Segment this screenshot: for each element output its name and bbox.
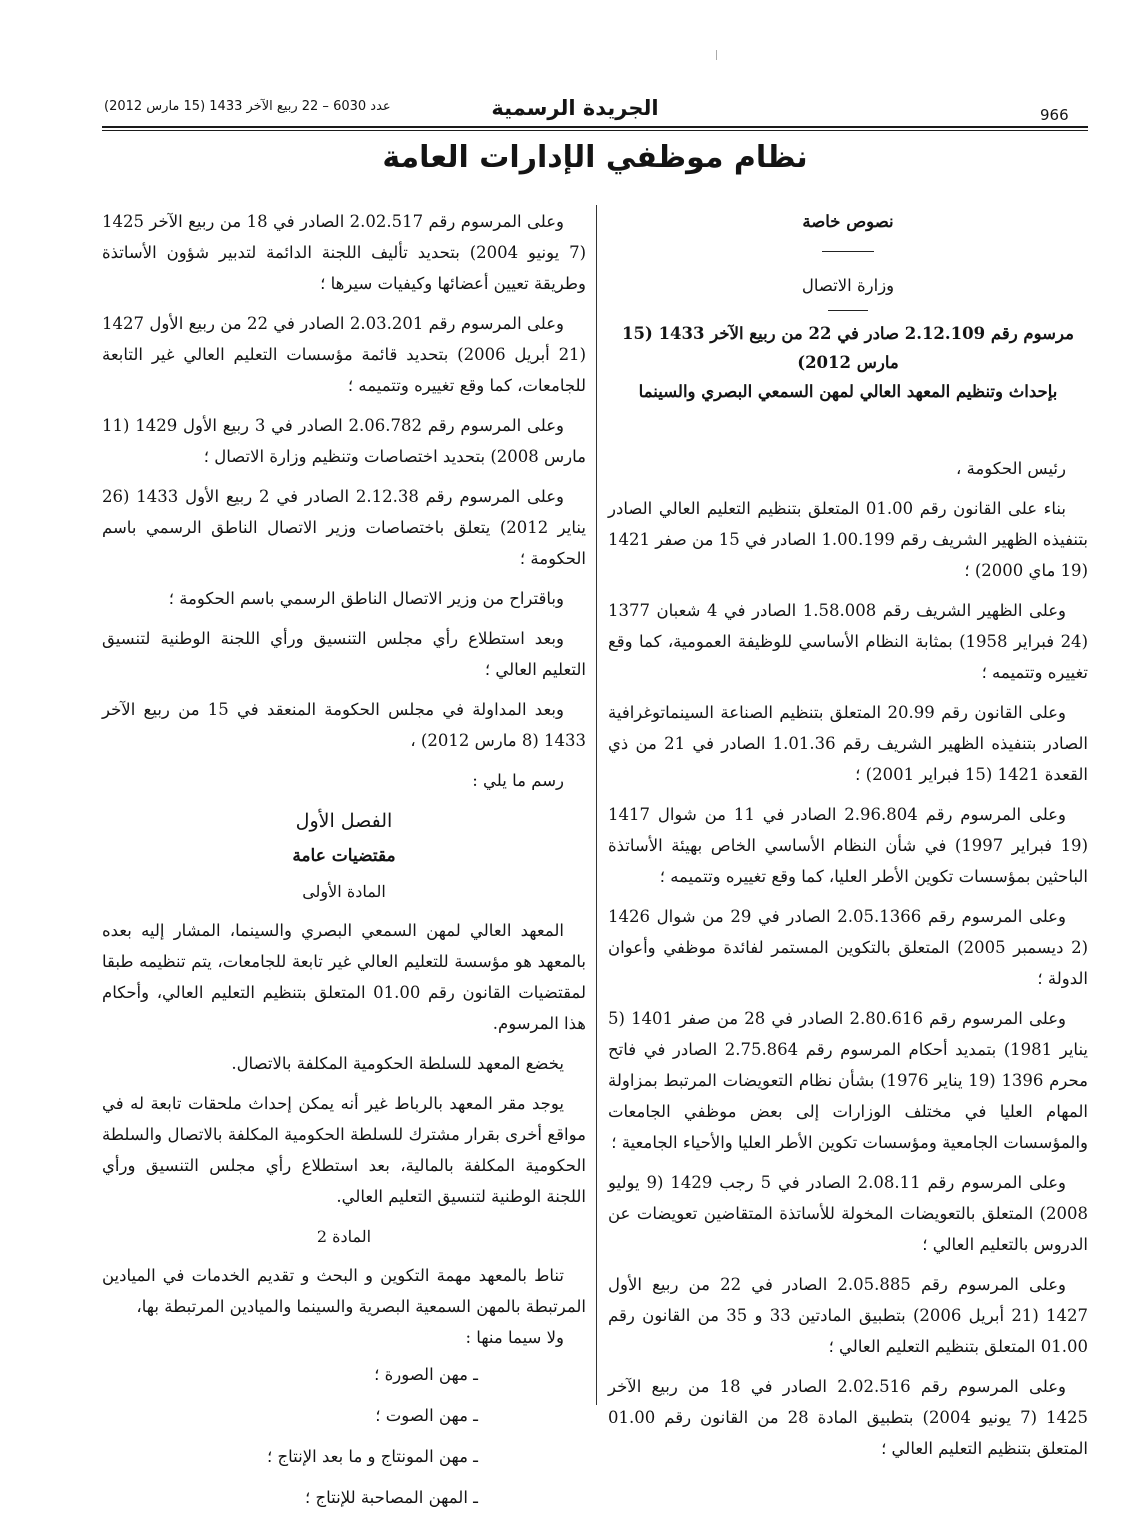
page-number: 966	[1040, 106, 1069, 124]
list-item: ـ مهن الصوت ؛	[375, 1406, 478, 1425]
preamble-paragraph: وعلى المرسوم رقم 2.05.885 الصادر في 22 من ربيع الأول 1427 (21 أبريل 2006) بتطبيق المادتين 33 و 35 من القانون رقم 01.00 المتعلق بتنظيم التعليم العالي ؛	[608, 1275, 1089, 1356]
article-lead: ولا سيما منها :	[465, 1328, 564, 1347]
gazette-title: الجريدة الرسمية	[491, 96, 659, 120]
list-item: ـ مهن الصورة ؛	[374, 1365, 478, 1384]
list-item: ـ المهن المصاحبة للإنتاج ؛	[304, 1488, 478, 1507]
preamble-paragraph: وعلى المرسوم رقم 2.05.1366 الصادر في 29 من شوال 1426 (2 ديسمبر 2005) المتعلق بالتكوين المستمر لفائدة موظفي وأعوان الدولة ؛	[608, 907, 1088, 988]
header-rule-thin	[102, 130, 1088, 131]
preamble-paragraph: وبعد المداولة في مجلس الحكومة المنعقد في 15 من ربيع الآخر 1433 (8 مارس 2012) ،	[102, 700, 586, 750]
article-paragraph: يوجد مقر المعهد بالرباط غير أنه يمكن إحداث ملحقات تابعة له في مواقع أخرى بقرار مشترك للسلطة الحكومية المكلفة بالاتصال والسلطة الحكومية المكلفة بالمالية، بعد استطلاع رأي مجلس التنسيق ورأي اللجنة الوطنية لتنسيق التعليم العالي.	[102, 1094, 586, 1206]
left-column	[102, 206, 586, 1523]
head-of-government: رئيس الحكومة ،	[956, 459, 1066, 478]
preamble-paragraph: وعلى المرسوم رقم 2.03.201 الصادر في 22 من ربيع الأول 1427 (21 أبريل 2006) بتحديد قائمة مؤسسات التعليم العالي غير التابعة للجامعات، كما وقع تغييره وتتميمه ؛	[102, 314, 586, 395]
preamble-paragraph: وبعد استطلاع رأي مجلس التنسيق ورأي اللجنة الوطنية لتنسيق التعليم العالي ؛	[102, 629, 586, 679]
preamble-paragraph: وعلى المرسوم رقم 2.80.616 الصادر في 28 من صفر 1401 (5 يناير 1981) بتمديد أحكام المرسوم رقم 2.75.864 الصادر في فاتح محرم 1396 (19 يناير 1976) بشأن نظام التعويضات المرتبط بمزاولة المهام العليا في مختلف الوزارات إلى بعض موظفي الجامعات والمؤسسات الجامعية ومؤسسات تكوين الأطر العليا والأحياء الجامعية ؛	[608, 1009, 1089, 1152]
preamble-paragraph: وعلى المرسوم رقم 2.02.517 الصادر في 18 من ربيع الآخر 1425 (7 يونيو 2004) بتحديد تأليف اللجنة الدائمة لتدبير شؤون الأساتذة وطريقة تعيين أعضائها وكيفيات سيرها ؛	[102, 212, 587, 293]
special-texts-heading: نصوص خاصة	[802, 212, 894, 231]
preamble-paragraph: وعلى المرسوم رقم 2.06.782 الصادر في 3 ربيع الأول 1429 (11 مارس 2008) بتحديد اختصاصات وتنظيم وزارة الاتصال ؛	[102, 416, 586, 466]
decree-subject: بإحداث وتنظيم المعهد العالي لمهن السمعي البصري والسينما	[638, 382, 1058, 401]
preamble-paragraph: بناء على القانون رقم 01.00 المتعلق بتنظيم التعليم العالي الصادر بتنفيذه الظهير الشريف رقم 1.00.199 الصادر في 15 من صفر 1421 (19 ماي 2000) ؛	[608, 499, 1088, 580]
article-heading: المادة الأولى	[302, 882, 386, 901]
divider-rule	[822, 251, 874, 252]
preamble-paragraph: وعلى المرسوم رقم 2.96.804 الصادر في 11 من شوال 1417 (19 فبراير 1997) في شأن النظام الأساسي الخاص بهيئة الأساتذة الباحثين بمؤسسات تكوين الأطر العليا، كما وقع تغييره وتتميمه ؛	[608, 805, 1088, 886]
decree-title: مرسوم رقم 2.12.109 صادر في 22 من ربيع الآخر 1433 (15 مارس 2012)	[622, 324, 1074, 372]
decreed-line: رسم ما يلي :	[472, 771, 564, 790]
list-item: ـ مهن المونتاج و ما بعد الإنتاج ؛	[266, 1447, 478, 1466]
section-title: نظام موظفي الإدارات العامة	[382, 140, 808, 175]
preamble-paragraph: وعلى القانون رقم 20.99 المتعلق بتنظيم الصناعة السينماتوغرافية الصادر بتنفيذه الظهير الشريف رقم 1.01.36 الصادر في 21 من ذي القعدة 1421 (15 فبراير 2001) ؛	[608, 703, 1089, 784]
preamble-paragraph: وباقتراح من وزير الاتصال الناطق الرسمي باسم الحكومة ؛	[168, 589, 564, 608]
chapter-subtitle: مقتضيات عامة	[292, 846, 396, 866]
right-column	[608, 206, 1088, 1473]
ministry-name: وزارة الاتصال	[801, 276, 895, 295]
preamble-paragraph: وعلى الظهير الشريف رقم 1.58.008 الصادر في 4 شعبان 1377 (24 فبراير 1958) بمثابة النظام الأساسي للوظيفة العمومية، كما وقع تغييره وتتميمه ؛	[608, 601, 1088, 682]
preamble-paragraph: وعلى المرسوم رقم 2.02.516 الصادر في 18 من ربيع الآخر 1425 (7 يونيو 2004) بتطبيق المادة 28 من القانون رقم 01.00 المتعلق بتنظيم التعليم العالي ؛	[608, 1377, 1089, 1458]
chapter-heading: الفصل الأول	[295, 810, 393, 832]
divider-rule	[828, 310, 868, 311]
preamble-paragraph: وعلى المرسوم رقم 2.08.11 الصادر في 5 رجب 1429 (9 يوليو 2008) المتعلق بالتعويضات المخولة للأساتذة المتقاضين تعويضات عن الدروس بالتعليم العالي ؛	[608, 1173, 1088, 1254]
article-paragraph: تناط بالمعهد مهمة التكوين و البحث و تقديم الخدمات في الميادين المرتبطة بالمهن السمعية البصرية والسينما والميادين المرتبطة بها،	[102, 1266, 586, 1316]
article-paragraph: يخضع المعهد للسلطة الحكومية المكلفة بالاتصال.	[231, 1054, 564, 1073]
column-divider	[596, 205, 597, 1405]
preamble-paragraph: وعلى المرسوم رقم 2.12.38 الصادر في 2 ربيع الأول 1433 (26 يناير 2012) يتعلق باختصاصات وزير الاتصال الناطق الرسمي باسم الحكومة ؛	[102, 487, 586, 568]
issue-info: عدد 6030 – 22 ربيع الآخر 1433 (15 مارس 2012)	[104, 99, 391, 114]
header-rule	[102, 126, 1088, 128]
article-heading: المادة 2	[316, 1227, 372, 1246]
page-header	[0, 0, 1148, 130]
article-paragraph: المعهد العالي لمهن السمعي البصري والسينما، المشار إليه بعده بالمعهد هو مؤسسة للتعليم العالي غير تابعة للجامعات، يتم تنظيمه طبقا لمقتضيات القانون رقم 01.00 المتعلق بتنظيم التعليم العالي، وأحكام هذا المرسوم.	[102, 921, 587, 1033]
